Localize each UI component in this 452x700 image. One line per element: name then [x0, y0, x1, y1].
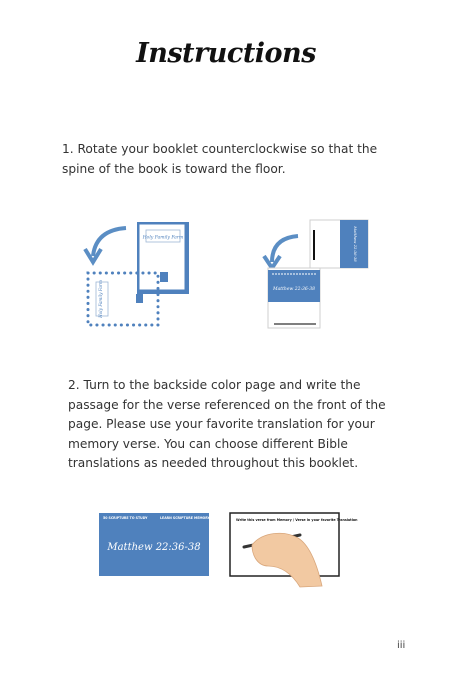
color-card-header-right: LEARN SCRIPTURE MEMORY	[160, 516, 210, 520]
figure-rotate-booklet	[85, 222, 189, 325]
booklet-cover-label: Holy Family Farm	[142, 235, 184, 241]
spine-verse-label: Matthew 22:36-38	[353, 226, 358, 262]
write-prompt: Write this verse from Memory / Verse in your favorite Translation	[236, 518, 358, 522]
figure-write-verse	[99, 513, 358, 587]
page-number: iii	[397, 640, 406, 651]
color-card-verse: Matthew 22:36-38	[107, 542, 201, 553]
figure-spine-down	[264, 220, 368, 328]
instruction-step-1: 1. Rotate your booklet counterclockwise so that the spine of the book is toward the floor.	[62, 142, 378, 176]
rotated-booklet-label: Holy Family Farm	[98, 280, 103, 318]
rotate-arrow-icon-2	[272, 236, 298, 262]
instruction-step-2: 2. Turn to the backside color page and write the passage for the verse referenced on the front of the page. Please use your favorite translation for your memory verse. You can choose different Bible translations as needed throughout this booklet.	[68, 378, 386, 470]
card-verse-label: Matthew 22:36-38	[273, 287, 315, 292]
page-title: Instructions	[136, 38, 316, 69]
color-card-header-left: 50 SCRIPTURE TO STUDY	[103, 516, 148, 520]
